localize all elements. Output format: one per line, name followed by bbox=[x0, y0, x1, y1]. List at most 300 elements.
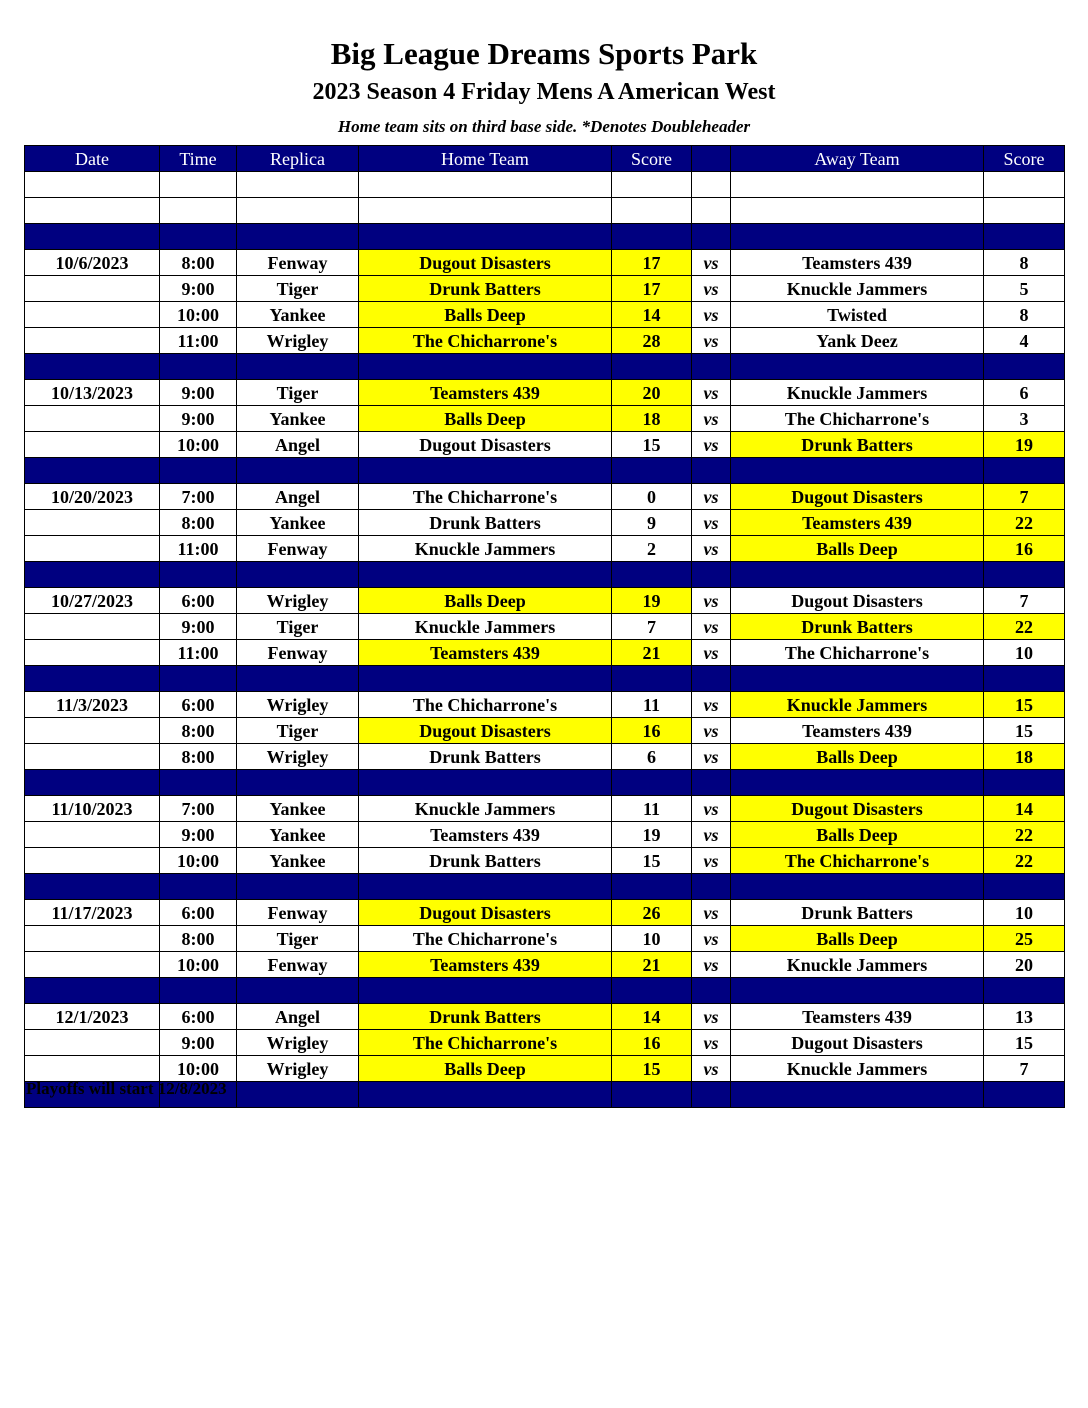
away-team-cell: Balls Deep bbox=[731, 926, 984, 952]
vs-cell: vs bbox=[692, 640, 731, 666]
home-team-cell: Dugout Disasters bbox=[359, 718, 612, 744]
time-cell: 10:00 bbox=[160, 302, 237, 328]
home-score-cell: 16 bbox=[612, 1030, 692, 1056]
date-cell bbox=[25, 926, 160, 952]
replica-cell: Yankee bbox=[237, 302, 359, 328]
away-team-cell bbox=[731, 1082, 984, 1108]
home-team-cell: Teamsters 439 bbox=[359, 952, 612, 978]
home-score-cell: 11 bbox=[612, 796, 692, 822]
away-score-cell: 13 bbox=[984, 1004, 1065, 1030]
replica-cell: Angel bbox=[237, 432, 359, 458]
home-team-cell: Dugout Disasters bbox=[359, 250, 612, 276]
home-score-cell: 21 bbox=[612, 640, 692, 666]
away-team-cell: Dugout Disasters bbox=[731, 588, 984, 614]
away-score-cell: 8 bbox=[984, 250, 1065, 276]
home-team-cell bbox=[359, 1082, 612, 1108]
home-team-cell bbox=[359, 666, 612, 692]
replica-cell: Fenway bbox=[237, 900, 359, 926]
table-row bbox=[25, 848, 1065, 874]
away-score-cell: 3 bbox=[984, 406, 1065, 432]
date-cell bbox=[25, 302, 160, 328]
away-score-cell bbox=[984, 224, 1065, 250]
away-team-cell: Dugout Disasters bbox=[731, 1030, 984, 1056]
table-row bbox=[25, 1030, 1065, 1056]
home-team-cell: Knuckle Jammers bbox=[359, 536, 612, 562]
time-cell bbox=[160, 978, 237, 1004]
away-team-cell: Drunk Batters bbox=[731, 900, 984, 926]
home-score-cell: 16 bbox=[612, 718, 692, 744]
away-score-cell bbox=[984, 562, 1065, 588]
vs-cell: vs bbox=[692, 926, 731, 952]
vs-cell: vs bbox=[692, 1030, 731, 1056]
away-score-cell: 19 bbox=[984, 432, 1065, 458]
home-score-cell: 14 bbox=[612, 302, 692, 328]
date-cell: 10/27/2023 bbox=[25, 588, 160, 614]
date-cell bbox=[25, 458, 160, 484]
time-cell: 8:00 bbox=[160, 510, 237, 536]
time-cell: 7:00 bbox=[160, 796, 237, 822]
table-row bbox=[25, 926, 1065, 952]
away-score-cell bbox=[984, 458, 1065, 484]
vs-cell: vs bbox=[692, 510, 731, 536]
home-team-cell: The Chicharrone's bbox=[359, 926, 612, 952]
home-team-cell: Teamsters 439 bbox=[359, 380, 612, 406]
date-cell bbox=[25, 510, 160, 536]
vs-cell: vs bbox=[692, 328, 731, 354]
vs-cell: vs bbox=[692, 1056, 731, 1082]
time-cell: 9:00 bbox=[160, 276, 237, 302]
replica-cell bbox=[237, 1082, 359, 1108]
home-score-cell: 2 bbox=[612, 536, 692, 562]
vs-cell: vs bbox=[692, 302, 731, 328]
time-cell bbox=[160, 458, 237, 484]
replica-cell bbox=[237, 198, 359, 224]
away-score-cell bbox=[984, 978, 1065, 1004]
away-team-cell bbox=[731, 978, 984, 1004]
table-row bbox=[25, 718, 1065, 744]
vs-cell: vs bbox=[692, 1004, 731, 1030]
home-score-cell: 19 bbox=[612, 588, 692, 614]
vs-cell bbox=[692, 562, 731, 588]
time-cell: 6:00 bbox=[160, 1004, 237, 1030]
date-cell bbox=[25, 328, 160, 354]
vs-cell bbox=[692, 770, 731, 796]
vs-cell: vs bbox=[692, 588, 731, 614]
home-score-cell bbox=[612, 458, 692, 484]
table-row bbox=[25, 536, 1065, 562]
date-cell bbox=[25, 718, 160, 744]
table-row bbox=[25, 796, 1065, 822]
home-score-cell: 21 bbox=[612, 952, 692, 978]
table-row bbox=[25, 302, 1065, 328]
home-team-cell bbox=[359, 172, 612, 198]
home-score-cell bbox=[612, 224, 692, 250]
vs-cell: vs bbox=[692, 406, 731, 432]
replica-cell bbox=[237, 978, 359, 1004]
separator-row bbox=[25, 562, 1065, 588]
away-score-cell: 22 bbox=[984, 822, 1065, 848]
home-score-cell: 19 bbox=[612, 822, 692, 848]
home-team-cell: Balls Deep bbox=[359, 406, 612, 432]
home-score-cell bbox=[612, 770, 692, 796]
time-cell bbox=[160, 874, 237, 900]
vs-cell: vs bbox=[692, 484, 731, 510]
home-team-cell: Teamsters 439 bbox=[359, 640, 612, 666]
replica-cell: Wrigley bbox=[237, 744, 359, 770]
replica-cell: Wrigley bbox=[237, 328, 359, 354]
table-row bbox=[25, 640, 1065, 666]
home-team-cell bbox=[359, 354, 612, 380]
home-score-cell: 0 bbox=[612, 484, 692, 510]
away-score-cell: 18 bbox=[984, 744, 1065, 770]
replica-cell: Fenway bbox=[237, 536, 359, 562]
away-team-cell bbox=[731, 874, 984, 900]
column-header-date: Date bbox=[25, 146, 160, 172]
home-score-cell: 17 bbox=[612, 276, 692, 302]
time-cell bbox=[160, 770, 237, 796]
home-score-cell: 14 bbox=[612, 1004, 692, 1030]
date-cell: 10/13/2023 bbox=[25, 380, 160, 406]
replica-cell: Yankee bbox=[237, 510, 359, 536]
away-team-cell: Teamsters 439 bbox=[731, 1004, 984, 1030]
replica-cell: Fenway bbox=[237, 250, 359, 276]
date-cell bbox=[25, 1030, 160, 1056]
date-cell bbox=[25, 744, 160, 770]
replica-cell bbox=[237, 458, 359, 484]
replica-cell: Yankee bbox=[237, 796, 359, 822]
date-cell bbox=[25, 198, 160, 224]
time-cell: 10:00 bbox=[160, 952, 237, 978]
away-team-cell: Dugout Disasters bbox=[731, 796, 984, 822]
table-row bbox=[25, 692, 1065, 718]
replica-cell bbox=[237, 666, 359, 692]
away-team-cell: Balls Deep bbox=[731, 536, 984, 562]
home-team-cell: Knuckle Jammers bbox=[359, 796, 612, 822]
home-score-cell: 6 bbox=[612, 744, 692, 770]
home-score-cell bbox=[612, 172, 692, 198]
replica-cell: Tiger bbox=[237, 380, 359, 406]
column-header-home-score: Score bbox=[612, 146, 692, 172]
separator-row bbox=[25, 354, 1065, 380]
vs-cell: vs bbox=[692, 380, 731, 406]
time-cell bbox=[160, 354, 237, 380]
away-score-cell bbox=[984, 198, 1065, 224]
vs-cell: vs bbox=[692, 250, 731, 276]
away-team-cell: Yank Deez bbox=[731, 328, 984, 354]
replica-cell: Wrigley bbox=[237, 588, 359, 614]
column-header-away-team: Away Team bbox=[731, 146, 984, 172]
time-cell: 11:00 bbox=[160, 640, 237, 666]
table-row bbox=[25, 406, 1065, 432]
away-score-cell: 16 bbox=[984, 536, 1065, 562]
away-score-cell: 25 bbox=[984, 926, 1065, 952]
away-team-cell bbox=[731, 198, 984, 224]
home-team-cell: Drunk Batters bbox=[359, 1004, 612, 1030]
replica-cell: Yankee bbox=[237, 822, 359, 848]
date-cell bbox=[25, 562, 160, 588]
home-score-cell: 9 bbox=[612, 510, 692, 536]
replica-cell bbox=[237, 224, 359, 250]
home-team-cell bbox=[359, 562, 612, 588]
date-cell bbox=[25, 666, 160, 692]
date-cell bbox=[25, 354, 160, 380]
home-score-cell bbox=[612, 354, 692, 380]
time-cell: 9:00 bbox=[160, 822, 237, 848]
away-score-cell: 14 bbox=[984, 796, 1065, 822]
away-team-cell: The Chicharrone's bbox=[731, 406, 984, 432]
separator-row bbox=[25, 874, 1065, 900]
separator-row bbox=[25, 458, 1065, 484]
date-cell: 11/17/2023 bbox=[25, 900, 160, 926]
away-team-cell: Knuckle Jammers bbox=[731, 952, 984, 978]
vs-cell bbox=[692, 198, 731, 224]
away-score-cell: 22 bbox=[984, 848, 1065, 874]
table-row bbox=[25, 380, 1065, 406]
vs-cell bbox=[692, 978, 731, 1004]
table-row bbox=[25, 484, 1065, 510]
home-score-cell bbox=[612, 874, 692, 900]
away-score-cell: 7 bbox=[984, 588, 1065, 614]
replica-cell bbox=[237, 874, 359, 900]
time-cell: 9:00 bbox=[160, 614, 237, 640]
table-row bbox=[25, 1004, 1065, 1030]
home-team-cell: Dugout Disasters bbox=[359, 432, 612, 458]
home-team-cell bbox=[359, 874, 612, 900]
time-cell: 11:00 bbox=[160, 536, 237, 562]
vs-cell: vs bbox=[692, 432, 731, 458]
table-row bbox=[25, 250, 1065, 276]
home-team-cell: Dugout Disasters bbox=[359, 900, 612, 926]
away-team-cell: Drunk Batters bbox=[731, 614, 984, 640]
home-score-cell: 7 bbox=[612, 614, 692, 640]
away-score-cell: 22 bbox=[984, 510, 1065, 536]
table-row bbox=[25, 328, 1065, 354]
table-row bbox=[25, 822, 1065, 848]
away-team-cell bbox=[731, 458, 984, 484]
away-team-cell: Teamsters 439 bbox=[731, 250, 984, 276]
home-score-cell bbox=[612, 1082, 692, 1108]
away-team-cell: Teamsters 439 bbox=[731, 718, 984, 744]
home-team-cell: The Chicharrone's bbox=[359, 484, 612, 510]
replica-cell bbox=[237, 354, 359, 380]
home-team-cell: Balls Deep bbox=[359, 302, 612, 328]
home-score-cell bbox=[612, 198, 692, 224]
replica-cell bbox=[237, 172, 359, 198]
date-cell bbox=[25, 536, 160, 562]
vs-cell: vs bbox=[692, 614, 731, 640]
date-cell bbox=[25, 406, 160, 432]
table-row bbox=[25, 432, 1065, 458]
home-team-cell bbox=[359, 458, 612, 484]
time-cell bbox=[160, 666, 237, 692]
replica-cell: Tiger bbox=[237, 614, 359, 640]
away-score-cell: 15 bbox=[984, 1030, 1065, 1056]
date-cell bbox=[25, 614, 160, 640]
time-cell: 6:00 bbox=[160, 692, 237, 718]
date-cell bbox=[25, 822, 160, 848]
away-team-cell: The Chicharrone's bbox=[731, 640, 984, 666]
vs-cell: vs bbox=[692, 900, 731, 926]
table-row bbox=[25, 276, 1065, 302]
table-row bbox=[25, 588, 1065, 614]
time-cell: 9:00 bbox=[160, 380, 237, 406]
replica-cell: Wrigley bbox=[237, 1056, 359, 1082]
column-header-replica: Replica bbox=[237, 146, 359, 172]
home-team-cell bbox=[359, 978, 612, 1004]
blank-row bbox=[25, 198, 1065, 224]
away-team-cell: Teamsters 439 bbox=[731, 510, 984, 536]
time-cell bbox=[160, 198, 237, 224]
away-team-cell: Knuckle Jammers bbox=[731, 276, 984, 302]
time-cell: 9:00 bbox=[160, 1030, 237, 1056]
away-team-cell bbox=[731, 172, 984, 198]
date-cell bbox=[25, 952, 160, 978]
column-header-home-team: Home Team bbox=[359, 146, 612, 172]
home-score-cell: 26 bbox=[612, 900, 692, 926]
playoffs-note: Playoffs will start 12/8/2023 bbox=[26, 1079, 227, 1098]
date-cell bbox=[25, 172, 160, 198]
date-cell bbox=[25, 978, 160, 1004]
vs-cell: vs bbox=[692, 822, 731, 848]
time-cell: 11:00 bbox=[160, 328, 237, 354]
date-cell: 11/10/2023 bbox=[25, 796, 160, 822]
time-cell: 8:00 bbox=[160, 926, 237, 952]
time-cell: 8:00 bbox=[160, 250, 237, 276]
vs-cell bbox=[692, 354, 731, 380]
home-score-cell: 20 bbox=[612, 380, 692, 406]
home-score-cell bbox=[612, 978, 692, 1004]
replica-cell: Tiger bbox=[237, 276, 359, 302]
separator-row bbox=[25, 666, 1065, 692]
away-score-cell: 4 bbox=[984, 328, 1065, 354]
date-cell: 12/1/2023 bbox=[25, 1004, 160, 1030]
home-team-cell bbox=[359, 770, 612, 796]
home-team-cell: Drunk Batters bbox=[359, 848, 612, 874]
home-team-cell: The Chicharrone's bbox=[359, 1030, 612, 1056]
blank-row bbox=[25, 172, 1065, 198]
replica-cell: Fenway bbox=[237, 640, 359, 666]
date-cell: 11/3/2023 bbox=[25, 692, 160, 718]
away-team-cell: Dugout Disasters bbox=[731, 484, 984, 510]
time-cell: 6:00 bbox=[160, 588, 237, 614]
replica-cell: Angel bbox=[237, 1004, 359, 1030]
away-score-cell bbox=[984, 172, 1065, 198]
away-team-cell bbox=[731, 562, 984, 588]
away-score-cell: 5 bbox=[984, 276, 1065, 302]
vs-cell bbox=[692, 458, 731, 484]
table-row bbox=[25, 614, 1065, 640]
date-cell bbox=[25, 640, 160, 666]
time-cell: 8:00 bbox=[160, 744, 237, 770]
home-team-cell: The Chicharrone's bbox=[359, 328, 612, 354]
home-score-cell: 15 bbox=[612, 1056, 692, 1082]
away-score-cell bbox=[984, 354, 1065, 380]
away-score-cell: 10 bbox=[984, 640, 1065, 666]
time-cell bbox=[160, 172, 237, 198]
home-team-cell: Drunk Batters bbox=[359, 744, 612, 770]
home-team-cell: Teamsters 439 bbox=[359, 822, 612, 848]
replica-cell: Yankee bbox=[237, 848, 359, 874]
home-score-cell: 17 bbox=[612, 250, 692, 276]
away-team-cell bbox=[731, 666, 984, 692]
away-team-cell bbox=[731, 224, 984, 250]
away-score-cell: 20 bbox=[984, 952, 1065, 978]
away-score-cell: 10 bbox=[984, 900, 1065, 926]
home-team-cell bbox=[359, 224, 612, 250]
vs-cell: vs bbox=[692, 952, 731, 978]
date-cell: 10/6/2023 bbox=[25, 250, 160, 276]
vs-cell bbox=[692, 874, 731, 900]
home-team-cell bbox=[359, 198, 612, 224]
home-score-cell: 15 bbox=[612, 848, 692, 874]
vs-cell: vs bbox=[692, 796, 731, 822]
away-score-cell: 8 bbox=[984, 302, 1065, 328]
time-cell: 8:00 bbox=[160, 718, 237, 744]
vs-cell: vs bbox=[692, 744, 731, 770]
time-cell: 10:00 bbox=[160, 848, 237, 874]
column-header-away-score: Score bbox=[984, 146, 1065, 172]
date-cell bbox=[25, 432, 160, 458]
away-team-cell: Balls Deep bbox=[731, 822, 984, 848]
away-score-cell bbox=[984, 770, 1065, 796]
away-score-cell bbox=[984, 666, 1065, 692]
home-team-cell: Balls Deep bbox=[359, 588, 612, 614]
date-cell bbox=[25, 224, 160, 250]
time-cell: 6:00 bbox=[160, 900, 237, 926]
time-cell: 10:00 bbox=[160, 1056, 237, 1082]
table-row bbox=[25, 952, 1065, 978]
away-score-cell: 7 bbox=[984, 484, 1065, 510]
time-cell bbox=[160, 562, 237, 588]
away-team-cell: Knuckle Jammers bbox=[731, 692, 984, 718]
home-team-cell: The Chicharrone's bbox=[359, 692, 612, 718]
away-team-cell: The Chicharrone's bbox=[731, 848, 984, 874]
away-team-cell: Knuckle Jammers bbox=[731, 380, 984, 406]
home-score-cell: 18 bbox=[612, 406, 692, 432]
home-team-cell: Balls Deep bbox=[359, 1056, 612, 1082]
away-score-cell bbox=[984, 874, 1065, 900]
home-score-cell: 28 bbox=[612, 328, 692, 354]
time-cell: 10:00 bbox=[160, 432, 237, 458]
vs-cell bbox=[692, 224, 731, 250]
away-team-cell bbox=[731, 770, 984, 796]
column-header-vs bbox=[692, 146, 731, 172]
home-team-cell: Drunk Batters bbox=[359, 510, 612, 536]
date-cell bbox=[25, 848, 160, 874]
away-team-cell bbox=[731, 354, 984, 380]
table-row bbox=[25, 744, 1065, 770]
away-score-cell: 6 bbox=[984, 380, 1065, 406]
vs-cell: vs bbox=[692, 692, 731, 718]
time-cell bbox=[160, 224, 237, 250]
time-cell: 7:00 bbox=[160, 484, 237, 510]
away-score-cell bbox=[984, 1082, 1065, 1108]
date-cell: 10/20/2023 bbox=[25, 484, 160, 510]
vs-cell: vs bbox=[692, 718, 731, 744]
away-score-cell: 22 bbox=[984, 614, 1065, 640]
schedule-note: Home team sits on third base side. *Denotes Doubleheader bbox=[337, 117, 751, 136]
replica-cell: Wrigley bbox=[237, 1030, 359, 1056]
away-score-cell: 7 bbox=[984, 1056, 1065, 1082]
away-team-cell: Twisted bbox=[731, 302, 984, 328]
home-team-cell: Knuckle Jammers bbox=[359, 614, 612, 640]
replica-cell: Tiger bbox=[237, 718, 359, 744]
schedule-body bbox=[25, 172, 1065, 1108]
table-header-row bbox=[25, 146, 1065, 172]
away-team-cell: Drunk Batters bbox=[731, 432, 984, 458]
home-score-cell: 11 bbox=[612, 692, 692, 718]
separator-row bbox=[25, 224, 1065, 250]
